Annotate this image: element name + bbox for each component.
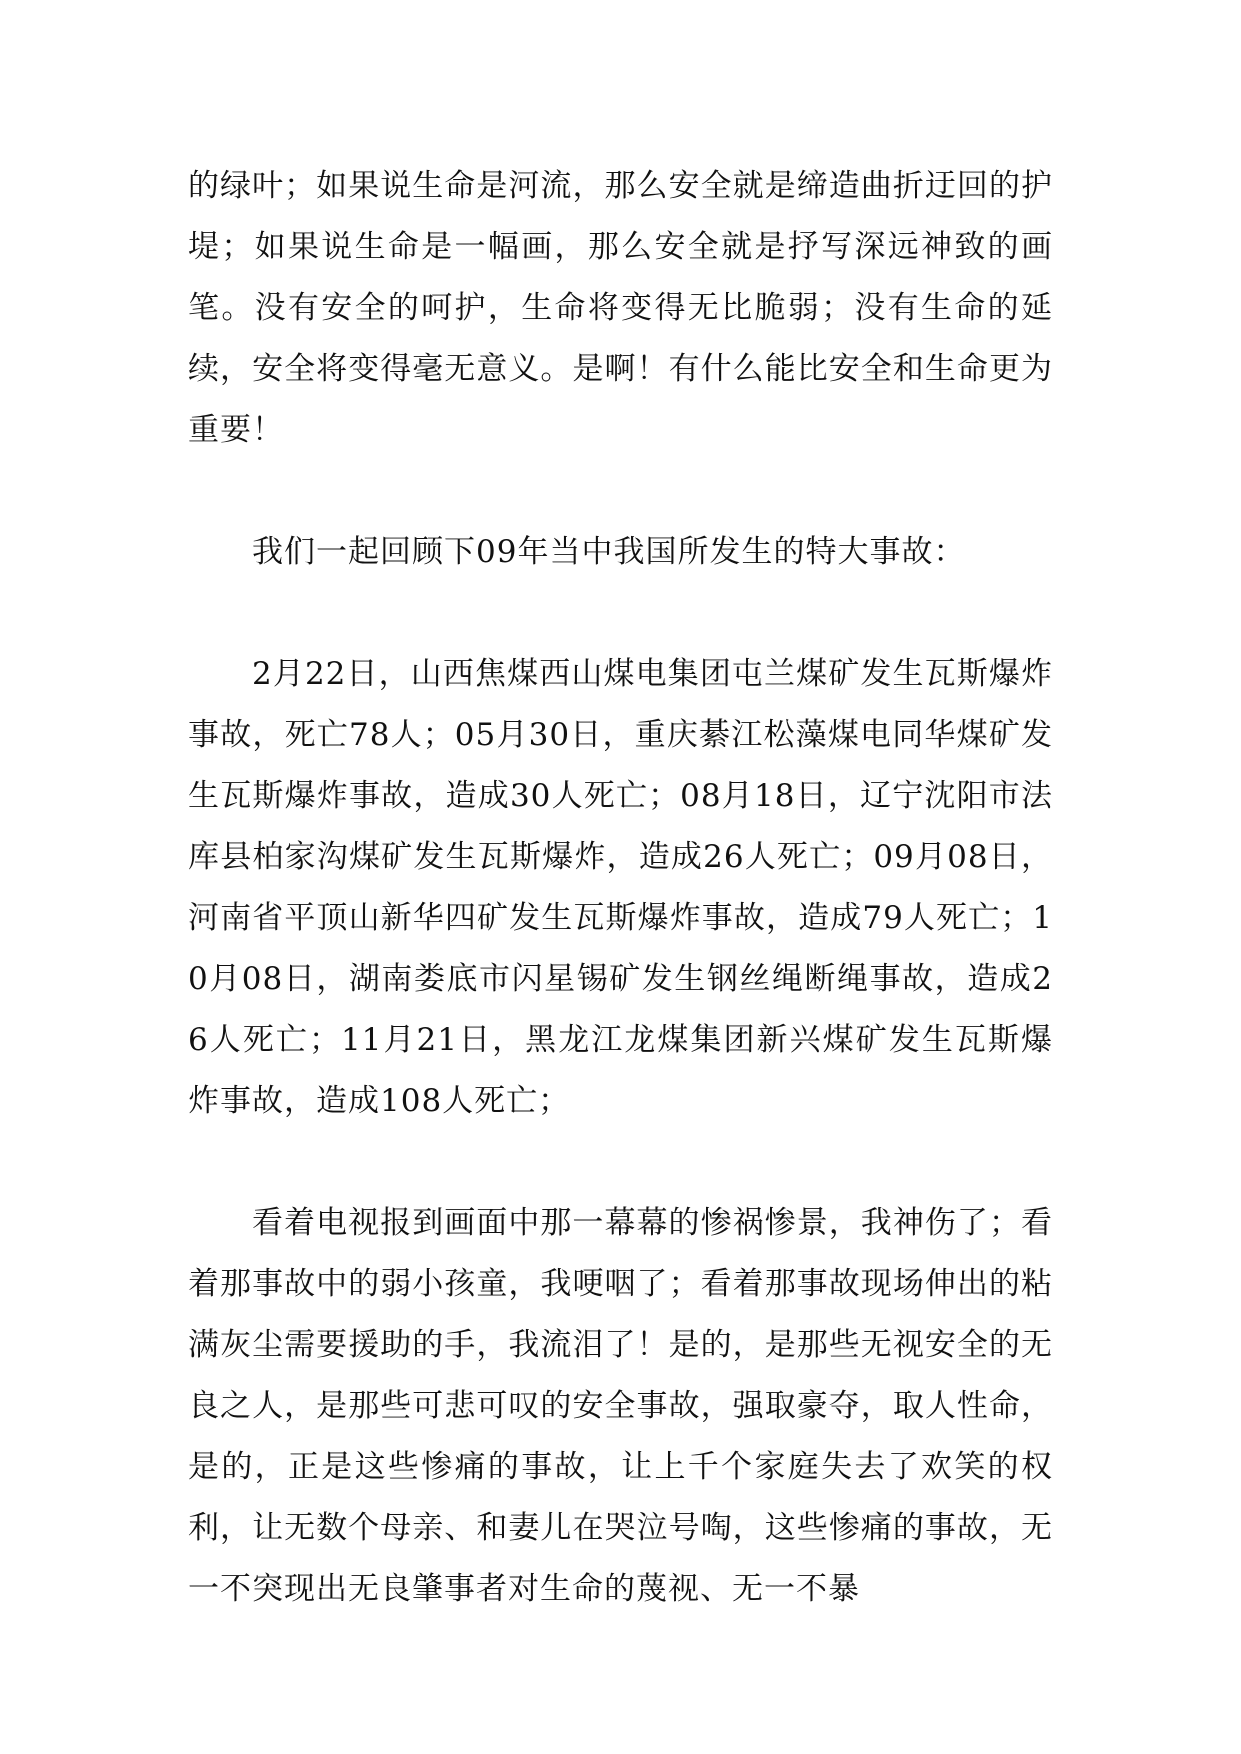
document-body <box>188 156 1053 1620</box>
paragraph-review-intro: 我们一起回顾下09年当中我国所发生的特大事故： <box>252 534 966 570</box>
paragraph-accident-list: 2月22日，山西焦煤西山煤电集团屯兰煤矿发生瓦斯爆炸事故，死亡78人；05月30日，重庆綦江松藻煤电同华煤矿发生瓦斯爆炸事故，造成30人死亡；08月18日，辽宁沈阳市法库县柏家沟煤矿发生瓦斯爆炸，造成26人死亡；09月08日，河南省平顶山新华四矿发生瓦斯爆炸事故，造成79人死亡；10月08日，湖南娄底市闪星锡矿发生钢丝绳断绳事故，造成26人死亡；11月21日，黑龙江龙煤集团新兴煤矿发生瓦斯爆炸事故，造成108人死亡； <box>188 656 1053 1119</box>
paragraph-safety-life: 的绿叶；如果说生命是河流，那么安全就是缔造曲折迂回的护堤；如果说生命是一幅画，那么安全就是抒写深远神致的画笔。没有安全的呵护，生命将变得无比脆弱；没有生命的延续，安全将变得毫无意义。是啊！有什么能比安全和生命更为重要！ <box>188 168 1053 448</box>
paragraph-reflection: 看着电视报到画面中那一幕幕的惨祸惨景，我神伤了；看着那事故中的弱小孩童，我哽咽了；看着那事故现场伸出的粘满灰尘需要援助的手，我流泪了！是的，是那些无视安全的无良之人，是那些可悲可叹的安全事故，强取豪夺，取人性命，是的，正是这些惨痛的事故，让上千个家庭失去了欢笑的权利，让无数个母亲、和妻儿在哭泣号啕，这些惨痛的事故，无一不突现出无良肇事者对生命的蔑视、无一不暴 <box>188 1205 1053 1607</box>
